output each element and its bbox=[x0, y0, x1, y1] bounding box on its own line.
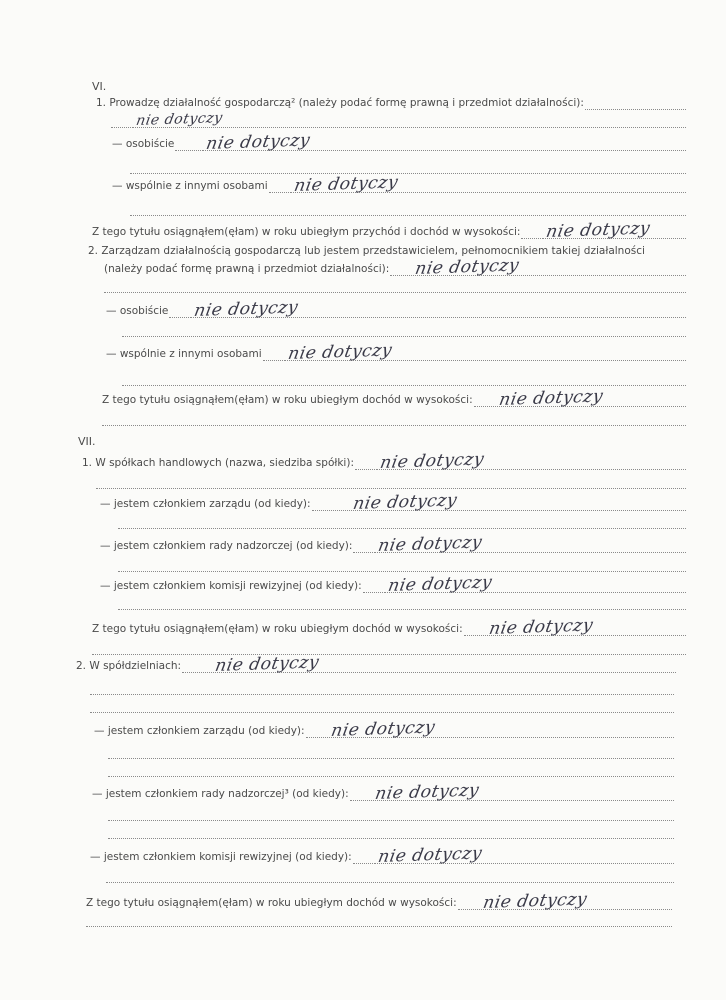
s7-q1-board-line: — jestem członkiem zarządu (od kiedy): nie dotyczy bbox=[100, 498, 686, 511]
s7-q2-supervisory-label: — jestem członkiem rady nadzorczej³ (od kiedy): bbox=[92, 788, 349, 800]
s6-q1-label: 1. Prowadzę działalność gospodarczą² (należy podać formę prawną i przedmiot działalności): bbox=[96, 97, 584, 109]
s6-q1-personally-label: — osobiście bbox=[112, 138, 175, 150]
s6-q2-personally-line: — osobiście nie dotyczy bbox=[106, 305, 686, 318]
s6-q2-personally-label: — osobiście bbox=[106, 305, 169, 317]
s7-q1-income-line: Z tego tytułu osiągnąłem(ęłam) w roku ubiegłym dochód w wysokości: nie dotyczy bbox=[92, 623, 686, 636]
s6-q2-label-line2: (należy podać formę prawną i przedmiot działalności): nie dotyczy bbox=[104, 263, 686, 276]
s7-q2-income-label: Z tego tytułu osiągnąłem(ęłam) w roku ubiegłym dochód w wysokości: bbox=[86, 897, 457, 909]
s7-q1-audit-label: — jestem członkiem komisji rewizyjnej (od kiedy): bbox=[100, 580, 362, 592]
s6-q2-income-label: Z tego tytułu osiągnąłem(ęłam) w roku ubiegłym dochód w wysokości: bbox=[102, 394, 473, 406]
s6-q1-answer-field[interactable] bbox=[585, 100, 686, 110]
s7-q2-audit-line: — jestem członkiem komisji rewizyjnej (od kiedy): nie dotyczy bbox=[90, 851, 674, 864]
s7-q1-companies-line: 1. W spółkach handlowych (nazwa, siedziba spółki): nie dotyczy bbox=[82, 457, 686, 470]
s6-q2-income-line: Z tego tytułu osiągnąłem(ęłam) w roku ubiegłym dochód w wysokości: nie dotyczy bbox=[102, 394, 686, 407]
s7-q2-board-label: — jestem członkiem zarządu (od kiedy): bbox=[94, 725, 305, 737]
s6-q1-jointly-label: — wspólnie z innymi osobami bbox=[112, 180, 268, 192]
s6-q1-jointly-line: — wspólnie z innymi osobami nie dotyczy bbox=[112, 180, 686, 193]
s6-q2-jointly-line: — wspólnie z innymi osobami nie dotyczy bbox=[106, 348, 686, 361]
s7-q2-label: 2. W spółdzielniach: bbox=[76, 660, 182, 672]
section-vii-heading: VII. bbox=[78, 435, 96, 448]
s7-q1-supervisory-line: — jestem członkiem rady nadzorczej (od kiedy): nie dotyczy bbox=[100, 540, 686, 553]
s7-q1-income-label: Z tego tytułu osiągnąłem(ęłam) w roku ubiegłym dochód w wysokości: bbox=[92, 623, 463, 635]
s7-q1-supervisory-label: — jestem członkiem rady nadzorczej (od kiedy): bbox=[100, 540, 353, 552]
s7-q1-board-label: — jestem członkiem zarządu (od kiedy): bbox=[100, 498, 311, 510]
section-vi-heading: VI. bbox=[92, 80, 107, 93]
s7-q2-board-line: — jestem członkiem zarządu (od kiedy): nie dotyczy bbox=[94, 725, 674, 738]
s6-q1-income-line: Z tego tytułu osiągnąłem(ęłam) w roku ubiegłym przychód i dochód w wysokości: nie dotyczy bbox=[92, 226, 686, 239]
s6-q1-continuation-line: nie dotyczy bbox=[110, 115, 686, 128]
s7-q2-income-line: Z tego tytułu osiągnąłem(ęłam) w roku ubiegłym dochód w wysokości: nie dotyczy bbox=[86, 897, 672, 910]
s7-q2-cooperatives-line: 2. W spółdzielniach: nie dotyczy bbox=[76, 660, 676, 673]
s7-q1-audit-line: — jestem członkiem komisji rewizyjnej (od kiedy): nie dotyczy bbox=[100, 580, 686, 593]
s7-q1-label: 1. W spółkach handlowych (nazwa, siedziba spółki): bbox=[82, 457, 354, 469]
s6-q1-income-label: Z tego tytułu osiągnąłem(ęłam) w roku ubiegłym przychód i dochód w wysokości: bbox=[92, 226, 521, 238]
s6-q1-personally-line: — osobiście nie dotyczy bbox=[112, 138, 686, 151]
s7-q2-audit-label: — jestem członkiem komisji rewizyjnej (od kiedy): bbox=[90, 851, 352, 863]
s6-q2-label-line1: 2. Zarządzam działalnością gospodarczą lub jestem przedstawicielem, pełnomocnikiem takiej działalności bbox=[88, 245, 645, 257]
s6-q1-business-line bbox=[96, 97, 686, 110]
s6-q2-jointly-label: — wspólnie z innymi osobami bbox=[106, 348, 262, 360]
s7-q2-supervisory-line: — jestem członkiem rady nadzorczej³ (od kiedy): nie dotyczy bbox=[92, 788, 674, 801]
